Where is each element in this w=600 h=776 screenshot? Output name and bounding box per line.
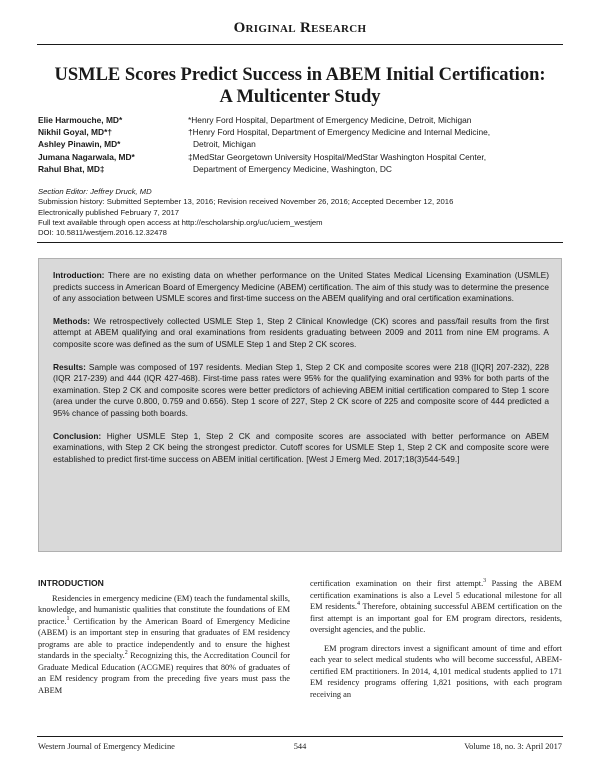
text: We retrospectively collected USMLE Step 1, Step 2 Clinical Knowledge (CK) scores and pass/fail results from the first attempt at ABEM qualifying and oral examinations from residents graduating between 2009 and 2011 from nine EM programs. A composite score was defined as the sum of USMLE Step 1 and Step 2 CK scores.: [53, 315, 549, 349]
label: Conclusion:: [53, 430, 102, 441]
affiliation-line: Detroit, Michigan: [193, 139, 256, 150]
affiliation-list: [188, 114, 568, 175]
abstract-results: [53, 362, 549, 420]
electronic-publication: Electronically published February 7, 2017: [38, 207, 180, 217]
text: certification examination on their first attempt.: [310, 579, 484, 588]
footer-page-number: 544: [293, 742, 307, 751]
paragraph: [38, 593, 290, 697]
text: Recognizing this, the Accreditation Council for Graduate Medical Education (ACGME) requires that 80% of graduates of an EM residency program from the preceding five years must pass the ABEM: [38, 651, 290, 695]
author: Nikhil Goyal, MD*†: [38, 127, 112, 138]
abstract-rule: [37, 242, 563, 243]
affiliation-line: *Henry Ford Hospital, Department of Emergency Medicine, Detroit, Michigan: [188, 115, 472, 125]
text: Higher USMLE Step 1, Step 2 CK and composite scores are associated with better performance on ABEM examinations, with Step 2 CK being the strongest predictor. Cutoff scores for USMLE Step 1, Step 2 CK and composite score were established to predict first-time success on ABEM initial certification. [West J Emerg Med. 2017;18(3)544-549.]: [53, 430, 550, 464]
article-title: [20, 64, 580, 108]
affiliation-line: †Henry Ford Hospital, Department of Emergency Medicine and Internal Medicine,: [188, 127, 491, 138]
citation: 2: [124, 650, 128, 657]
footer-journal: Western Journal of Emergency Medicine: [38, 742, 175, 751]
abstract-introduction: [53, 270, 549, 305]
paragraph: [310, 578, 562, 636]
submission-history: Submission history: Submitted September 13, 2016; Revision received November 26, 2016; Accepted December 12, 2016: [38, 197, 454, 207]
article-metadata: [38, 187, 453, 238]
citation: 4: [356, 601, 360, 608]
label: Methods:: [53, 315, 91, 326]
section-label: Original Research: [233, 20, 367, 36]
footer-rule: [37, 736, 563, 737]
author: Ashley Pinawin, MD*: [38, 139, 121, 150]
text: Certification by the American Board of Emergency Medicine (ABEM) is an important step in ensuring that graduates of EM residency programs are able to practice independently and to ensure the highest standards in the specialty.: [38, 616, 290, 660]
label: Introduction:: [53, 270, 105, 280]
citation: 3: [483, 578, 487, 585]
affiliation-line: ‡MedStar Georgetown University Hospital/MedStar Washington Hospital Center,: [188, 151, 487, 162]
text: Therefore, obtaining successful ABEM certification on the first attempt is an important goal for EM program directors, residents, oversight agencies, and the public.: [310, 602, 562, 634]
author: Rahul Bhat, MD‡: [38, 163, 105, 174]
title-line-2: A Multicenter Study: [219, 87, 381, 107]
right-column: [310, 578, 562, 700]
section-editor: Section Editor: Jeffrey Druck, MD: [38, 187, 152, 196]
text: Sample was composed of 197 residents. Median Step 1, Step 2 CK and composite scores were 218 ([IQR] 207-232), 228 (IQR 217-239) and 444 (IQR 427-468). First-time pass rates were 95% for the qualifying examination and 93% for both parts of the examination. Step 2 CK and composite scores were better predictors of achieving ABEM initial certification compared to Step 1 score (area under the curve 0.800, 0.759 and 0.656). Step 1 score of 227, Step 2 CK score of 225 and composite score of 444 predicted a 95% chance of passing both boards.: [53, 361, 549, 418]
left-column: [38, 578, 290, 696]
abstract-methods: [53, 316, 549, 351]
text: There are no existing data on whether performance on the United States Medical Licensing Examination (USMLE) predicts success in American Board of Emergency Medicine (ABEM) certification. The aim of this study was to determine the presence of any association between USMLE scores and first-time success on the ABEM qualifying and oral certification examinations.: [53, 270, 549, 304]
label: Results:: [53, 361, 86, 372]
text: Residencies in emergency medicine (EM) teach the fundamental skills, knowledge, and humanistic qualities that constitute the foundations of EM practice.: [38, 593, 290, 626]
abstract-conclusion: [53, 431, 549, 466]
author: Jumana Nagarwala, MD*: [38, 151, 135, 162]
title-line-1: USMLE Scores Predict Success in ABEM Initial Certification:: [54, 65, 546, 85]
author: Elie Harmouche, MD*: [38, 115, 123, 125]
abstract-box: [38, 258, 562, 552]
paragraph: EM program directors invest a significant amount of time and effort each year to select medical students who will become successful, ABEM-certified EM practitioners. In 2014, 4,101 medical students applied to 171 EM residency programs offering 1,821 positions, with each program receiving an: [310, 643, 562, 699]
header-rule: [37, 44, 563, 45]
affiliation-line: Department of Emergency Medicine, Washington, DC: [193, 163, 392, 174]
author-list: [38, 114, 135, 175]
footer-volume: Volume 18, no. 3: April 2017: [464, 742, 562, 751]
section-heading: INTRODUCTION: [38, 578, 104, 588]
text: Passing the ABEM certification examinations is also a Level 5 educational milestone for all EM residents.: [310, 579, 562, 611]
citation: 1: [66, 615, 70, 622]
doi[interactable]: DOI: 10.5811/westjem.2016.12.32478: [38, 228, 167, 238]
fulltext-link[interactable]: Full text available through open access at http://escholarship.org/uc/uciem_westjem: [38, 217, 323, 227]
